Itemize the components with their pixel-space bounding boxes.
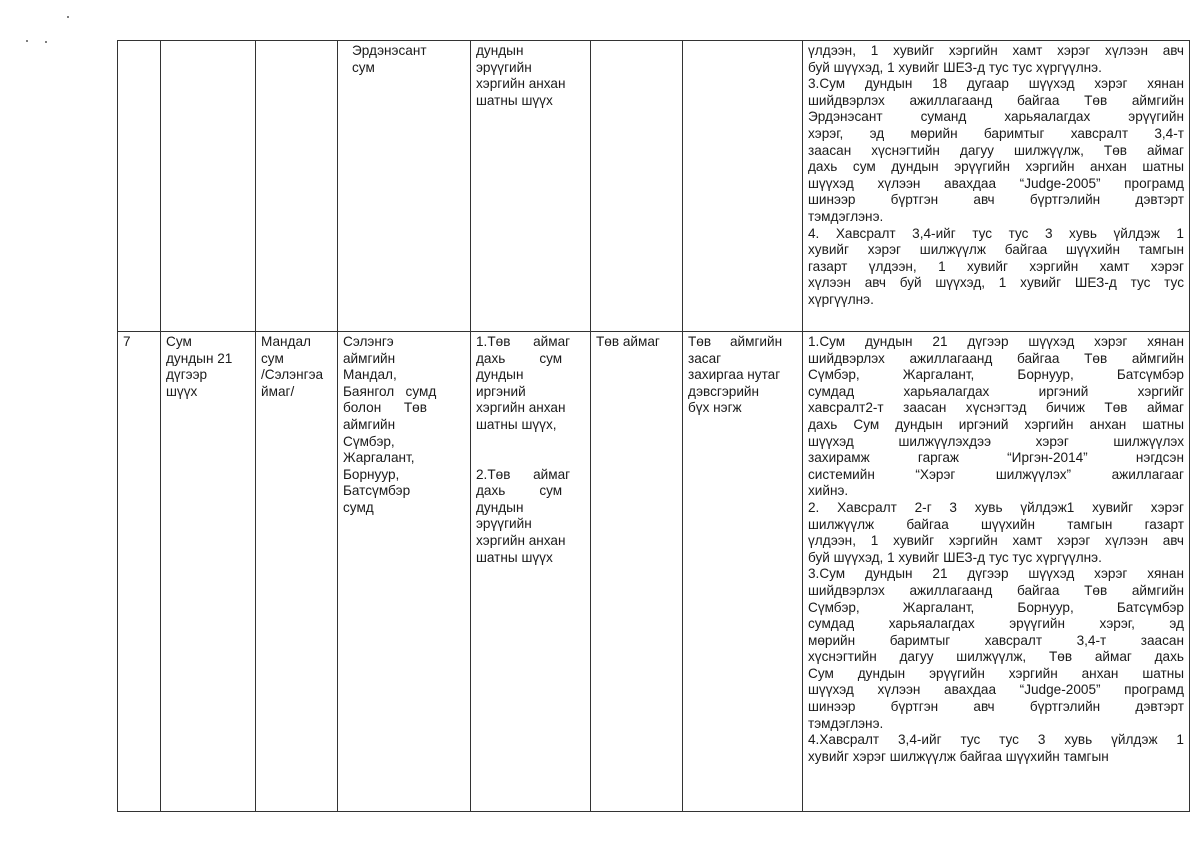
text-line: Сум дундын эрүүгийн хэргийн анхан шатны (808, 665, 1184, 681)
text-line: Мандал (261, 334, 311, 349)
cell-court-type (471, 332, 591, 812)
cell-text: Эрдэнэсант сум (352, 43, 427, 75)
text-line: дүгээр (166, 367, 208, 383)
text-line: Баянгол сумд (343, 383, 437, 399)
cell-instructions (803, 41, 1190, 332)
text-line: шүүх (166, 383, 198, 399)
text-line: 4. Хавсралт 3,4-ийг тус тус 3 хувь үйлдэж 1 (808, 225, 1184, 241)
cell-aimag: Төв аймаг (591, 332, 683, 812)
text-line: дахь Сум дундын иргэний хэргийн анхан шатны (808, 416, 1184, 432)
text-line: шүүхэд хүлээн авахдаа “Judge-2005” програмд (808, 682, 1184, 698)
text-line: хэргийн анхан (476, 532, 566, 548)
text-line: Жаргалант, (343, 450, 415, 466)
text-line: хэрэг, эд мөрийн баримтыг хавсралт 3,4-т (808, 125, 1184, 141)
text-line: 1.Сум дундын 21 дүгээр шүүхэд хэрэг хянан (808, 334, 1184, 349)
text-line: болон Төв (343, 400, 427, 416)
cell-aimag (591, 41, 683, 332)
cell-jurisdiction (338, 41, 471, 332)
text-line: хэргийн анхан (476, 400, 566, 416)
text-line: буй шүүхэд, 1 хувийг ШЕЗ-д тус тус хүргүүлнэ. (808, 59, 1102, 75)
text-line: шатны шүүх (476, 92, 553, 108)
table-row (118, 332, 1190, 812)
text-line: дундын (476, 499, 524, 515)
cell-number (118, 41, 161, 332)
cell-instructions (803, 332, 1190, 812)
text-line: хувийг хэрэг шилжүүлж байгаа шүүхийн тамгын (808, 242, 1184, 258)
text-line: буй шүүхэд, 1 хувийг ШЕЗ-д тус тус хүргүүлнэ. (808, 549, 1102, 565)
text-line: хавсралт2-т заасан хүснэгтэд бичиж Төв аймаг (808, 400, 1184, 416)
text-line: Эрдэнэсант суманд харьяалагдах эрүүгийн (808, 109, 1184, 125)
text-line: шатны шүүх, (476, 416, 557, 432)
text-line: Сүмбэр, Жаргалант, Борнуур, Батсүмбэр (808, 367, 1184, 383)
text-line: сумдад харьяалагдах эрүүгийн хэрэг, эд (808, 616, 1184, 632)
text-line: тэмдэглэнэ. (808, 208, 884, 224)
text-line: аймгийн (343, 350, 396, 366)
text-line: дундын 21 (166, 350, 233, 366)
cell-number: 7 (118, 332, 161, 812)
text-line: сум (261, 350, 284, 366)
text-line: шүүхэд хүлээн авахдаа “Judge-2005” програмд (808, 175, 1184, 191)
court-type-group-1 (476, 334, 585, 434)
text-line: 4.Хавсралт 3,4-ийг тус тус 3 хувь үйлдэж 1 (808, 732, 1184, 748)
text-line: тэмдэглэнэ. (808, 715, 884, 731)
text-line: 3.Сум дундын 18 дугаар шүүхэд хэрэг хянан (808, 76, 1184, 92)
text-line: мөрийн баримтыг хавсралт 3,4-т заасан (808, 632, 1184, 648)
scan-speck (26, 40, 28, 42)
text-line: хийнэ. (808, 483, 849, 499)
text-line: Батсүмбэр (343, 483, 411, 499)
text-line: дэвсгэрийн (688, 383, 760, 399)
text-line: 1.Төв аймаг (476, 334, 571, 349)
text-line: Сүмбэр, (343, 433, 395, 449)
text-line: шатны шүүх (476, 549, 553, 565)
cell-location (256, 41, 338, 332)
text-line: Сэлэнгэ (343, 334, 394, 349)
text-line: 2.Төв аймаг (476, 466, 571, 482)
text-line: иргэний (476, 383, 526, 399)
text-line: эрүүгийн (476, 59, 532, 75)
cell-location (256, 332, 338, 812)
text-line: захиргаа нутаг (688, 367, 781, 383)
court-type-group-2 (476, 467, 585, 567)
cell-organization (683, 332, 803, 812)
text-line: дундын (476, 43, 524, 58)
text-line: хувийг хэрэг шилжүүлж байгаа шүүхийн тамгын (808, 748, 1109, 764)
cell-court (161, 41, 256, 332)
scan-speck (45, 41, 47, 43)
text-line: 2. Хавсралт 2-г 3 хувь үйлдэж1 хувийг хэрэг (808, 499, 1184, 515)
text-line: газарт үлдээн, 1 хувийг хэргийн хамт хэрэг (808, 258, 1184, 274)
text-line: шийдвэрлэх ажиллагаанд байгаа Төв аймгийн (808, 350, 1184, 366)
text-line: шинээр бүртгэн авч бүртгэлийн дэвтэрт (808, 192, 1184, 208)
spacer (476, 434, 585, 467)
text-line: үлдээн, 1 хувийг хэргийн хамт хэрэг хүлээн авч (808, 43, 1184, 58)
text-line: Төв аймгийн (688, 334, 783, 349)
text-line: сумд (343, 499, 374, 515)
text-line: үлдээн, 1 хувийг хэргийн хамт хэрэг хүлээн авч (808, 533, 1184, 549)
text-line: Мандал, (343, 367, 397, 383)
text-line: хүснэгтийн дагуу шилжүүлж, Төв аймаг дахь (808, 649, 1184, 665)
text-line: Сүмбэр, Жаргалант, Борнуур, Батсүмбэр (808, 599, 1184, 615)
text-line: бүх нэгж (688, 400, 742, 416)
text-line: системийн “Хэрэг шилжүүлэх” ажиллагааг (808, 466, 1184, 482)
cell-court (161, 332, 256, 812)
cell-court-type (471, 41, 591, 332)
text-line: шинээр бүртгэн авч бүртгэлийн дэвтэрт (808, 699, 1184, 715)
text-line: дахь сум дундын эрүүгийн хэргийн анхан шатны (808, 159, 1184, 175)
text-line: Сум (166, 334, 192, 349)
text-line: Борнуур, (343, 466, 400, 482)
text-line: заасан хүснэгтийн дагуу шилжүүлж, Төв аймаг (808, 142, 1184, 158)
text-line: шилжүүлж байгаа шүүхийн тамгын газарт (808, 516, 1184, 532)
text-line: сумдад харьяалагдах иргэний хэргийг (808, 383, 1184, 399)
text-line: дахь сум (476, 483, 563, 499)
text-line: аймгийн (343, 416, 396, 432)
jurisdiction-table (117, 40, 1190, 812)
text-line: захирамж гаргаж “Иргэн-2014” нэгдсэн (808, 450, 1184, 466)
cell-organization (683, 41, 803, 332)
table-row (118, 41, 1190, 332)
text-line: дундын (476, 367, 524, 383)
text-line: /Сэлэнгэа (261, 367, 324, 383)
text-line: хэргийн анхан (476, 76, 566, 92)
scan-speck (67, 16, 69, 18)
text-line: 3.Сум дундын 21 дүгээр шүүхэд хэрэг хянан (808, 566, 1184, 582)
cell-jurisdiction (338, 332, 471, 812)
text-line: эрүүгийн (476, 516, 532, 532)
text-line: шүүхэд шилжүүлэхдээ хэрэг шилжүүлэх (808, 433, 1184, 449)
text-line: ймаг/ (261, 383, 295, 399)
text-line: дахь сум (476, 350, 563, 366)
text-line: хүргүүлнэ. (808, 291, 874, 307)
text-line: шийдвэрлэх ажиллагаанд байгаа Төв аймгийн (808, 582, 1184, 598)
text-line: засаг (688, 350, 722, 366)
text-line: шийдвэрлэх ажиллагаанд байгаа Төв аймгийн (808, 92, 1184, 108)
text-line: хүлээн авч буй шүүхэд, 1 хувийг ШЕЗ-д тус тус (808, 275, 1184, 291)
